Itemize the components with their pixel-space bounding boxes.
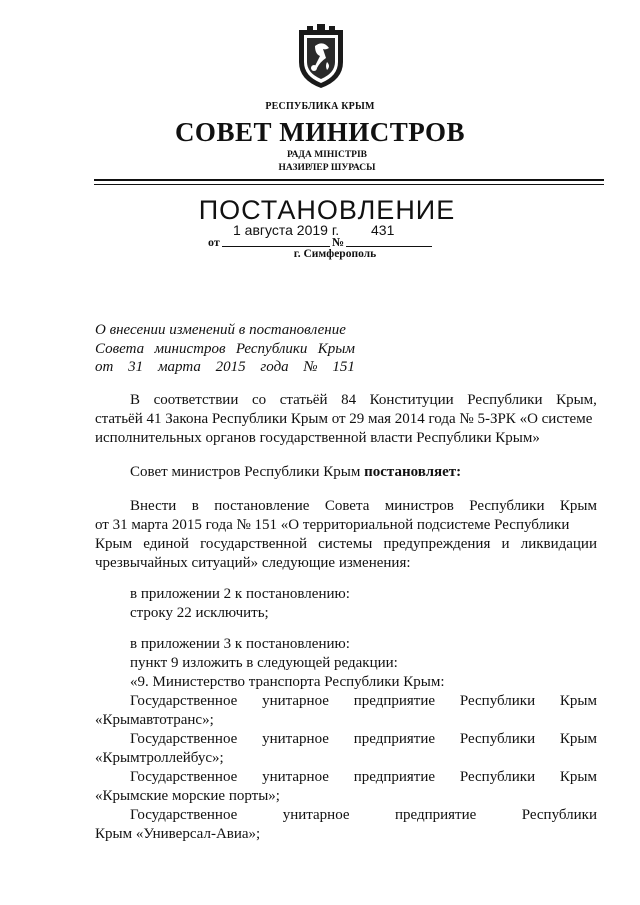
header-rule-thin xyxy=(94,184,604,185)
council-name-ukrainian: РАДА МІНІСТРІВ xyxy=(286,150,367,160)
decree-city: г. Симферополь xyxy=(293,248,377,260)
number-label: № xyxy=(332,235,345,249)
paragraph-amendments: Внести в постановление Совета министров Республики Крым от 31 марта 2015 года № 151 «О территориальной подсистеме Республики Крым единой государственной системы предупреждения и ликвидации чрезвычайных ситуаций» следующие изменения: xyxy=(95,498,597,571)
paragraph-resolves: Совет министров Республики Крым постановляет: xyxy=(130,464,462,480)
republic-name: РЕСПУБЛИКА КРЫМ xyxy=(265,101,375,112)
list-item: Государственное унитарное предприятие Республики Крым xyxy=(130,731,597,747)
list-item: Государственное унитарное предприятие Республики Крым xyxy=(130,693,597,709)
coat-of-arms-emblem xyxy=(293,22,349,90)
decree-title: ПОСТАНОВЛЕНИЕ xyxy=(198,195,456,225)
subject-line-2: Совета министров Республики Крым xyxy=(95,341,355,357)
date-label: от xyxy=(208,235,220,249)
paragraph-annex-3: в приложении 3 к постановлению: пункт 9 изложить в следующей редакции: «9. Министерство транспорта Республики Крым: Государственное унитарное предприятие Республики Крым «Крымавтотранс»; Государственное унитарное предприятие Республики Крым «Крымтроллейбус»; Государственное унитарное предприятие Республики Крым «Крымские морские порты»; Государственное унитарное предприятие Республики Крым «Универсал-Авиа»; xyxy=(95,636,597,842)
header-rule-thick xyxy=(94,179,604,181)
paragraph-preamble: В соответствии со статьёй 84 Конституции Республики Крым, статьёй 41 Закона Республики Крым от 29 мая 2014 года № 5-ЗРК «О системе исполнительных органов государственной власти Республики Крым» xyxy=(95,392,597,446)
list-item: Государственное унитарное предприятие Республики Крым xyxy=(130,769,597,785)
decree-date: 1 августа 2019 г. xyxy=(233,222,340,238)
subject-line-1: О внесении изменений в постановление xyxy=(95,322,346,338)
council-name-crimean-tatar: НАЗИРЛЕР ШУРАСЫ xyxy=(278,163,376,173)
subject-line-3: от 31 марта 2015 года № 151 xyxy=(95,359,355,375)
council-name: СОВЕТ МИНИСТРОВ xyxy=(174,117,466,147)
paragraph-annex-2: в приложении 2 к постановлению: строку 22 исключить; xyxy=(130,586,350,621)
date-underline xyxy=(222,246,330,247)
list-item: Государственное унитарное предприятие Республики xyxy=(130,807,597,823)
number-underline xyxy=(346,246,432,247)
decree-number: 431 xyxy=(371,222,395,238)
